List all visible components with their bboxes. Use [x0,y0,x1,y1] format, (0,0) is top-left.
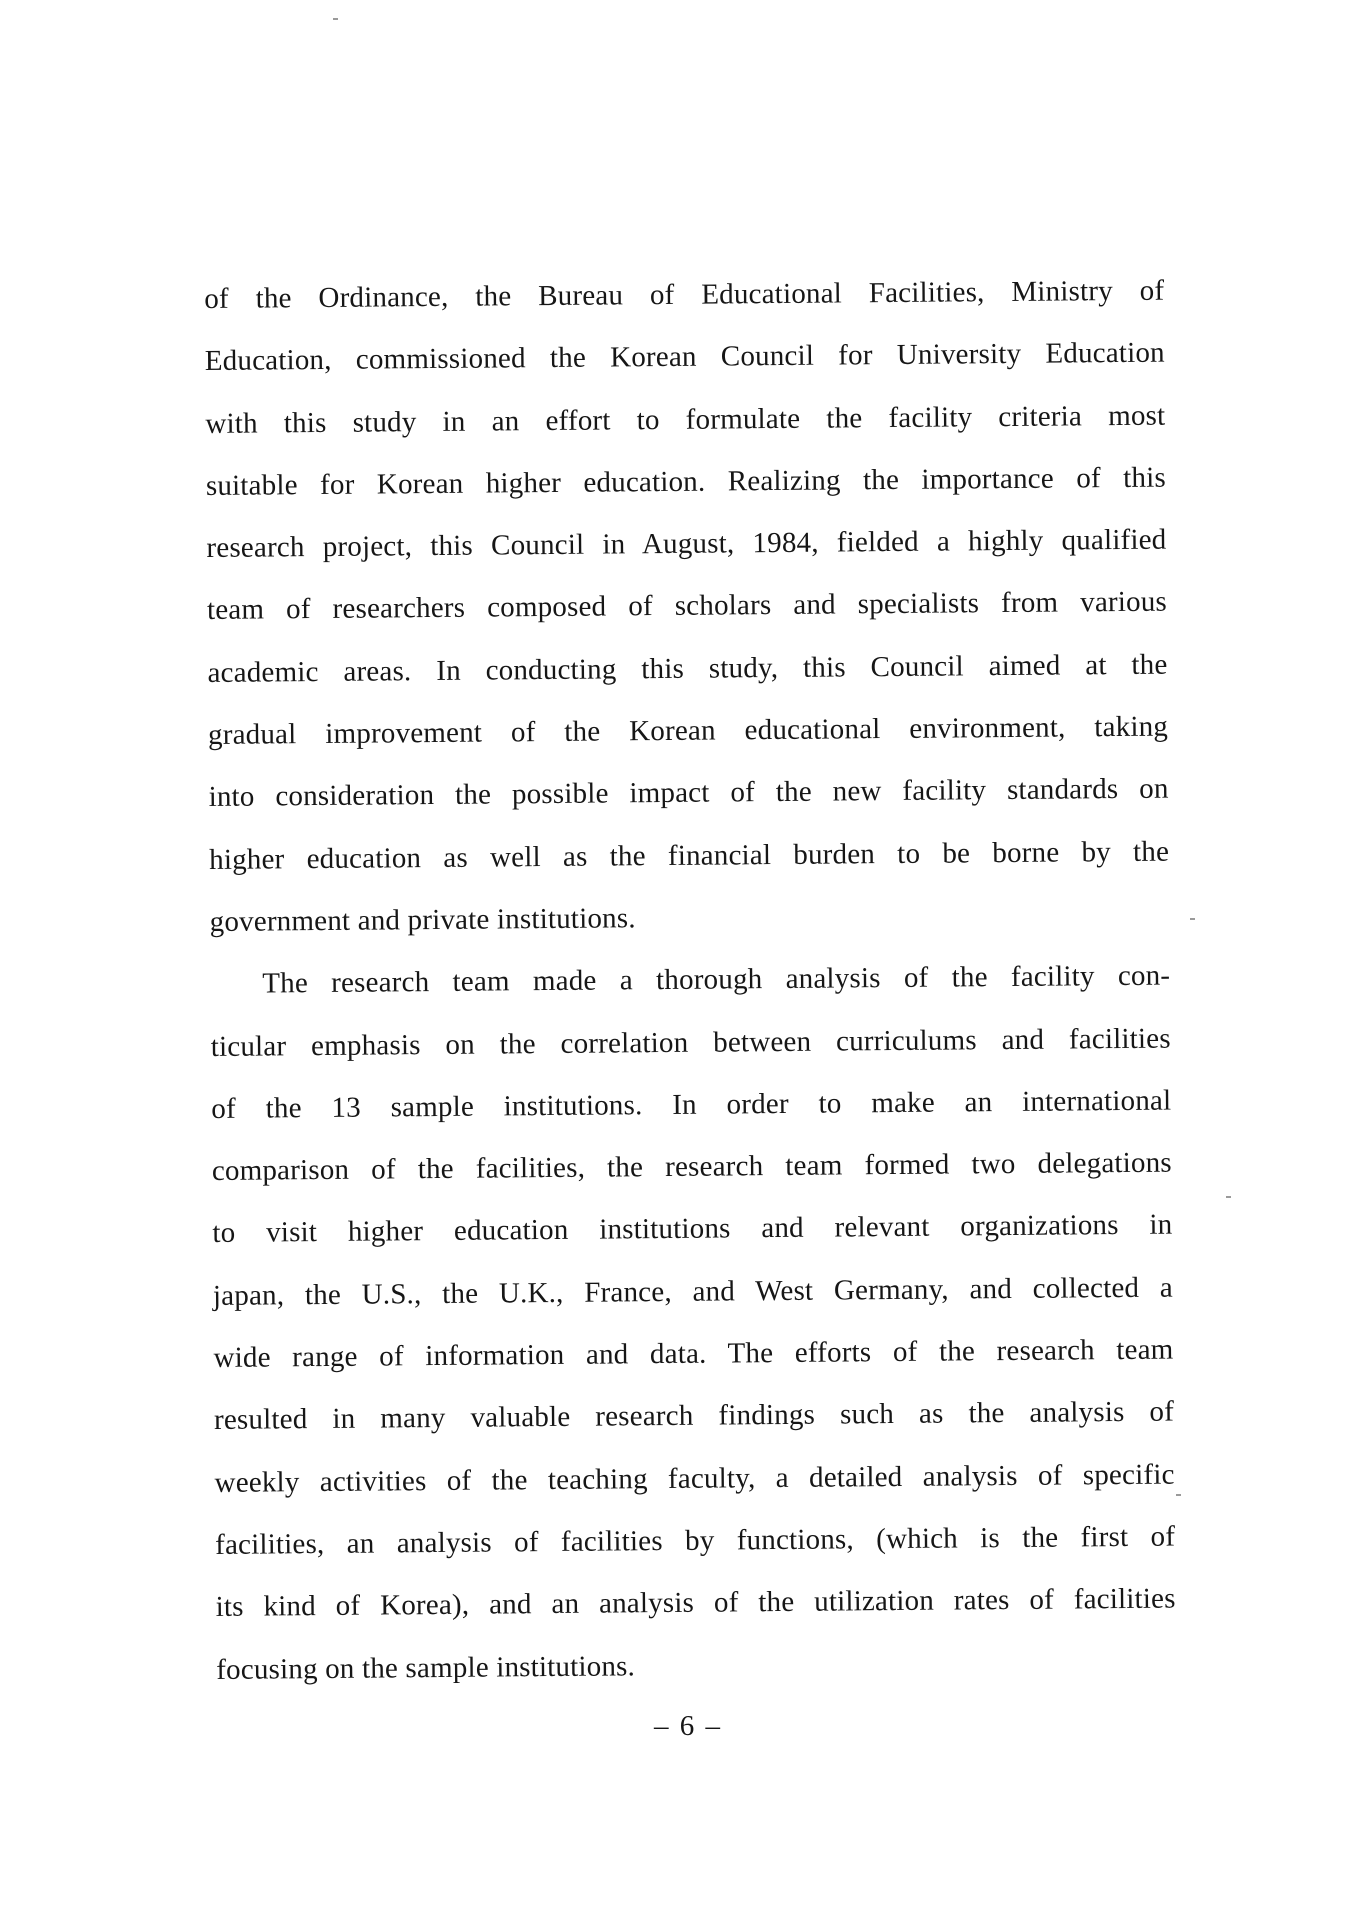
paragraph [204,260,1170,954]
text-line: weekly activities of the teaching faculty, a detailed analysis of specific [214,1458,1175,1499]
text-line: resulted in many valuable research findings such as the analysis of [213,1395,1175,1437]
text-line: team of researchers composed of scholars and specialists from various [206,586,1168,627]
paragraph [210,945,1176,1701]
text-line: Education, commissioned the Korean Council for University Education [204,336,1165,378]
text-line: The research team made a thorough analysis of the facility con- [262,959,1171,1000]
text-line: higher education as well as the financial burden to be borne by the [209,835,1170,876]
text-line: research project, this Council in August, 1984, fielded a highly qualified [206,523,1167,565]
scan-speck [1190,918,1195,920]
text-line: academic areas. In conducting this study, this Council aimed at the [207,648,1168,689]
text-line: focusing on the sample institutions. [216,1649,636,1686]
scan-speck [1226,1196,1231,1198]
text-line: wide range of information and data. The efforts of the research team [213,1333,1174,1375]
text-line: gradual improvement of the Korean educational environment, taking [207,710,1169,752]
text-line: into consideration the possible impact of the new facility standards on [208,772,1169,814]
text-line: ticular emphasis on the correlation between curriculums and facilities [210,1022,1171,1063]
scan-speck [333,18,338,20]
paragraph-container [204,260,1176,1701]
text-line: its kind of Korea), and an analysis of the utilization rates of facilities [215,1582,1176,1624]
text-line: of the Ordinance, the Bureau of Educational Facilities, Ministry of [204,274,1165,315]
text-line: comparison of the facilities, the research team formed two delegations [211,1146,1172,1188]
text-line: of the 13 sample institutions. In order to make an international [211,1084,1172,1125]
text-line: facilities, an analysis of facilities by functions, (which is the first of [215,1520,1176,1561]
text-line: japan, the U.S., the U.K., France, and West Germany, and collected a [212,1271,1174,1312]
text-line: suitable for Korean higher education. Realizing the importance of this [205,461,1167,502]
body-text [204,260,1176,1701]
text-line: with this study in an effort to formulate the facility criteria most [205,399,1166,440]
text-line: to visit higher education institutions and relevant organizations in [212,1209,1173,1250]
page-number: – 6 – [654,1710,722,1742]
text-line: government and private institutions. [209,902,636,938]
scan-speck [1176,1494,1181,1496]
